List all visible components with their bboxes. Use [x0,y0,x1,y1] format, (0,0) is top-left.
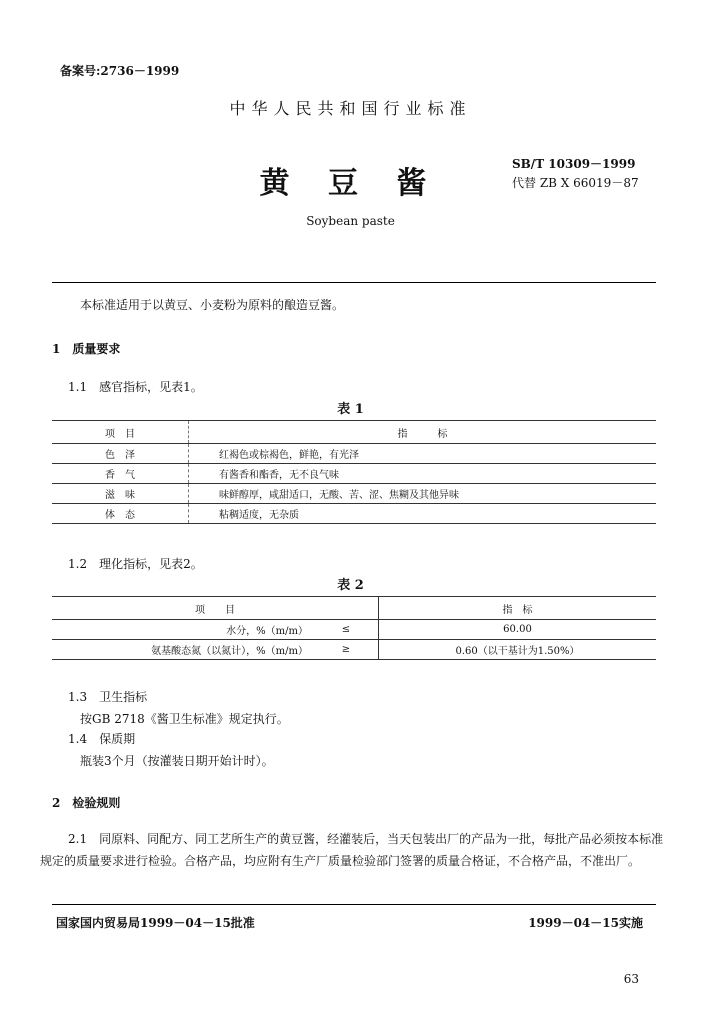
table-1-header-item: 项 目 [52,421,189,444]
table-row [52,620,656,640]
english-title: Soybean paste [306,214,395,228]
approval-note: 国家国内贸易局1999－04－15批准 [56,916,255,930]
clause-1-3-text: 按GB 2718《酱卫生标准》规定执行。 [80,712,289,726]
intro-text: 本标准适用于以黄豆、小麦粉为原料的酿造豆酱。 [80,298,345,312]
table-1 [52,420,656,524]
header-divider [52,282,656,283]
registration-number: 备案号:2736－1999 [60,64,180,78]
table-2-header-spec: 指 标 [379,597,657,620]
table-1-caption: 表 1 [337,402,364,417]
clause-1-4: 1.4 保质期 [68,732,136,746]
table-row [52,421,656,444]
table-row [52,597,656,620]
table-cell: 60.00 [379,620,657,640]
section-2-heading: 2 检验规则 [52,796,121,810]
clause-1-4-text: 瓶装3个月（按灌装日期开始计时）。 [80,754,274,768]
table-cell: 滋 味 [52,484,189,504]
table-1-header-spec: 指 标 [189,421,657,444]
standard-code: SB/T 10309－1999 [512,157,636,171]
replaces-code: 代替 ZB X 66019－87 [512,176,639,190]
clause-1-1: 1.1 感官指标，见表1。 [68,380,203,394]
standard-type: 中华人民共和国行业标准 [229,99,472,118]
table-2-caption: 表 2 [337,578,364,593]
table-row [52,464,656,484]
table-cell: 红褐色或棕褐色，鲜艳，有光泽 [189,444,657,464]
table-row [52,484,656,504]
table-cell: 味鲜醇厚，咸甜适口，无酸、苦、涩、焦糊及其他异味 [189,484,657,504]
table-cell: ≤ [314,620,379,640]
table-2 [52,596,656,660]
table-2-header-item: 项 目 [52,597,379,620]
page-number: 63 [623,972,639,986]
table-cell: 0.60（以干基计为1.50%） [379,640,657,660]
clause-1-2: 1.2 理化指标，见表2。 [68,557,203,571]
implementation-note: 1999－04－15实施 [528,916,643,930]
table-row [52,640,656,660]
table-row [52,444,656,464]
clause-1-3: 1.3 卫生指标 [68,690,148,704]
table-cell: 粘稠适度，无杂质 [189,504,657,524]
table-cell: 水分，%（m/m） [52,620,314,640]
table-cell: 色 泽 [52,444,189,464]
table-cell: ≥ [314,640,379,660]
table-cell: 体 态 [52,504,189,524]
document-title: 黄 豆 酱 [259,166,441,201]
footer-divider [52,904,656,905]
section-1-heading: 1 质量要求 [52,342,121,356]
table-cell: 氨基酸态氮（以氮计），%（m/m） [52,640,314,660]
table-cell: 有酱香和酯香，无不良气味 [189,464,657,484]
table-cell: 香 气 [52,464,189,484]
table-row [52,504,656,524]
clause-2-1: 2.1 同原料、同配方、同工艺所生产的黄豆酱，经灌装后，当天包装出厂的产品为一批，每批产品必须按本标准规定的质量要求进行检验。合格产品，均应附有生产厂质量检验部门签署的质量合格证，不合格产品，不准出厂。 [40,832,664,868]
